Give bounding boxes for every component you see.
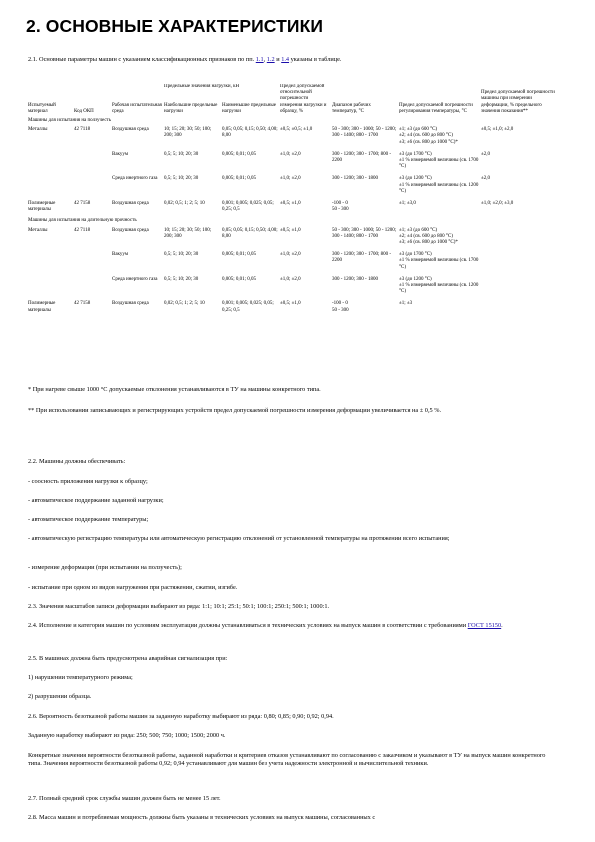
table-section-row — [28, 217, 558, 225]
paragraph-2-2: 2.2. Машины должны обеспечивать: — [28, 458, 126, 465]
cell-material: Металлы — [28, 227, 48, 233]
table-row — [28, 299, 558, 317]
header-deform-error: Предел допускаемой погрешности машины при измерении деформации, % предельного значения показания** — [481, 90, 555, 114]
header-load-error: Предел допускаемой относительной погрешности измерения нагрузки и образцу, % — [280, 84, 327, 114]
table-row — [28, 275, 558, 300]
paragraph-2-6: 2.6. Вероятность безотказной работы машин за заданную наработку выбирают из ряда: 0,80; 0,85; 0,90; 0,92; 0,94. — [28, 713, 334, 720]
cell-okp: 42 7118 — [74, 227, 91, 233]
cell-temp-error: ±1; ±3 (до 600 °С) ±2; ±4 (св. 600 до 800 °С) ±3; ±6 (св. 800 до 1000 °С)* — [399, 227, 458, 246]
cell-deform-error: ±1,0; ±2,0; ±3,0 — [481, 201, 514, 207]
paragraph-2-5: 2.5. В машинах должна быть предусмотрена аварийная сигнализация при: — [28, 655, 228, 662]
cell-medium: Вакуум — [112, 151, 129, 157]
cell-temp-range: -100 - 0 50 - 300 — [332, 201, 349, 213]
link-1-2[interactable]: 1.2 — [266, 56, 275, 63]
cell-deform-error — [481, 250, 558, 275]
paragraph-2-4 — [28, 622, 558, 630]
cell-max-load: 0,5; 5; 10; 20; 30 — [164, 176, 199, 182]
cell-temp-range: 300 - 1200; 300 - 1800 — [332, 276, 378, 282]
cell-medium: Вакуум — [112, 252, 129, 258]
table-body — [28, 117, 558, 318]
cell-max-load: 10; 15; 20; 30; 50; 100; 200; 300 — [164, 127, 212, 139]
paragraph-2-6-b: Заданную наработку выбирают из ряда: 250; 500; 750; 1000; 1500; 2000 ч. — [28, 732, 226, 739]
cell-min-load: 0,001; 0,005; 0,025; 0,05; 0,25; 0,5 — [222, 301, 274, 313]
section-title: 2. ОСНОВНЫЕ ХАРАКТЕРИСТИКИ — [26, 16, 324, 36]
header-medium: Рабочая испытательная среда — [112, 102, 162, 114]
cell-temp-error: ±3 (до 1700 °С) ±1 % измеряемой величины (св. 1700 °С) — [399, 252, 479, 270]
header-load-group: Предельные значения нагрузки, кН — [164, 84, 240, 89]
link-1-1[interactable]: 1.1 — [255, 56, 264, 63]
bullet-1: - соосность приложения нагрузки к образцу; — [28, 478, 148, 485]
cell-medium: Среда инертного газа — [112, 176, 158, 182]
table-section-title: Машины для испытания на длительную прочность — [28, 218, 137, 224]
header-min-load: Наименьшие предельные нагрузки — [222, 102, 276, 114]
cell-temp-error: ±3 (до 1700 °С) ±1 % измеряемой величины (св. 1700 °С) — [399, 151, 479, 170]
cell-load-error: ±1,0; ±2,0 — [280, 276, 301, 282]
cell-temp-range: 50 - 300; 300 - 1000; 50 - 1200; 300 - 1400; 800 - 1700 — [332, 127, 397, 139]
link-1-4[interactable]: 1.4 — [281, 56, 290, 63]
header-temp-range: Диапазон рабочих температур, °С — [332, 102, 371, 114]
table-row — [28, 150, 558, 175]
cell-okp — [74, 150, 112, 175]
p21-sep: , — [263, 56, 267, 63]
cell-temp-error: ±1; ±3,0 — [399, 201, 416, 207]
paragraph-2-8: 2.8. Масса машин и потребляемая мощность должны быть указаны в технических условиях на выпуск машины, согласованных с — [28, 814, 376, 821]
table-header-row-1 — [28, 84, 558, 96]
paragraph-2-6-c: Конкретные значения вероятности безотказной работы, заданной наработки и критериев отказов устанавливают по согласованию с заказчиком и указывают в ТУ на выпуск машин конкретного типа. Значения вероятности безотказной работы 0,92; 0,94 устанавливают для машин без учета надежности электронной и вычислительной техники. — [28, 752, 546, 767]
cell-temp-range: -100 - 0 50 - 300 — [332, 301, 349, 313]
bullet-2: - автоматическое поддержание заданной нагрузки; — [28, 497, 164, 504]
cell-min-load: 0,005; 0,01; 0,05 — [222, 276, 257, 282]
cell-material — [28, 250, 74, 275]
cell-temp-range: 300 - 1200; 300 - 1700; 800 - 2200 — [332, 151, 392, 164]
table-section-title: Машины для испытания на ползучесть — [28, 118, 112, 124]
bullet-4: - автоматическую регистрацию температуры или автоматическую регистрацию отклонений от установленной температуры на протяжении всего испытания; — [28, 535, 450, 542]
bullet-5: - измерение деформации (при испытании на ползучесть); — [28, 564, 182, 571]
cell-material: Полимерные материалы — [28, 201, 56, 213]
cell-load-error: ±0,5; ±1,0 — [280, 201, 301, 207]
cell-max-load: 0,02; 0,5; 1; 2; 5; 10 — [164, 201, 205, 207]
cell-deform-error — [481, 226, 558, 251]
header-temp-error: Предел допускаемой погрешности регулирования температуры, °С — [399, 102, 473, 114]
cell-okp: 42 7118 — [74, 127, 91, 133]
subitem-2: 2) разрушении образца. — [28, 693, 92, 700]
characteristics-table — [28, 84, 558, 318]
cell-max-load: 0,5; 5; 10; 20; 30 — [164, 252, 199, 258]
cell-material — [28, 174, 74, 199]
cell-min-load: 0,005; 0,01; 0,05 — [222, 252, 257, 258]
cell-max-load: 0,02; 0,5; 1; 2; 5; 10 — [164, 301, 205, 307]
cell-temp-error: ±1; ±3 — [399, 301, 413, 307]
cell-medium: Воздушная среда — [112, 127, 149, 133]
cell-deform-error — [481, 299, 558, 317]
header-okp: Код ОКП — [74, 108, 94, 114]
p21-text-before: 2.1. Основные параметры машин с указанием классификационных признаков по пп. — [28, 56, 256, 63]
table-row — [28, 125, 558, 150]
cell-temp-error: ±3 (до 1200 °С) ±1 % измеряемой величины (св. 1200 °С) — [399, 276, 479, 295]
cell-material — [28, 150, 74, 175]
table-section-row — [28, 117, 558, 125]
cell-load-error: ±0,5; ±1,0 — [280, 227, 301, 233]
p24-text: 2.4. Исполнение и категория машин по условиям эксплуатации должны устанавливаться в технических условиях на выпуск машин в соответствии с требованиями — [28, 622, 468, 629]
table-row — [28, 199, 558, 217]
footnote-2: ** При использовании записывающих и регистрирующих устройств предел допускаемой погрешности измерения деформации увеличивается на ± 0,5 %. — [28, 407, 442, 414]
link-gost-15150[interactable]: ГОСТ 15150 — [467, 622, 502, 629]
cell-deform-error — [481, 275, 558, 300]
cell-load-error: ±0,5; ±1,0 — [280, 301, 301, 307]
p21-text-after: указаны в таблице. — [289, 56, 342, 63]
cell-okp — [74, 174, 112, 199]
header-material: Испытуемый материал — [28, 102, 56, 114]
table-row — [28, 226, 558, 251]
table-row — [28, 174, 558, 199]
cell-medium: Среда инертного газа — [112, 276, 158, 282]
cell-temp-range: 50 - 300; 300 - 1000; 50 - 1200; 300 - 1400; 800 - 1700 — [332, 227, 397, 239]
p24-end: . — [501, 622, 503, 629]
cell-deform-error: ±0,5; ±1,0; ±2,0 — [481, 127, 514, 133]
cell-min-load: 0,001; 0,005; 0,025; 0,05; 0,25; 0,5 — [222, 201, 274, 213]
cell-load-error: ±1,0; ±2,0 — [280, 151, 301, 157]
table-row — [28, 250, 558, 275]
cell-deform-error: ±2,0 — [481, 151, 490, 157]
header-max-load: Наибольшие предельные нагрузки — [164, 102, 218, 114]
p21-and: и — [274, 56, 282, 63]
cell-okp — [74, 250, 112, 275]
cell-load-error: ±1,0; ±2,0 — [280, 176, 301, 182]
cell-load-error: ±0,5; ±0,5; ±1,0 — [280, 127, 313, 133]
bullet-3: - автоматическое поддержание температуры; — [28, 516, 149, 523]
cell-load-error: ±1,0; ±2,0 — [280, 252, 301, 258]
cell-temp-range: 300 - 1200; 300 - 1700; 800 - 2200 — [332, 252, 392, 264]
cell-material — [28, 275, 74, 300]
cell-okp: 42 7158 — [74, 301, 91, 307]
cell-medium: Воздушная среда — [112, 301, 149, 307]
cell-temp-error: ±1; ±3 (до 600 °С) ±2; ±4 (св. 600 до 800 °С) ±3; ±6 (св. 800 до 1000 °С)* — [399, 127, 458, 145]
cell-min-load: 0,05; 0,05; 0,15; 0,50; 4,00; 8,00 — [222, 127, 278, 139]
cell-min-load: 0,005; 0,01; 0,05 — [222, 176, 257, 182]
cell-deform-error: ±2,0 — [481, 176, 490, 182]
cell-temp-range: 300 - 1200; 300 - 1800 — [332, 176, 378, 182]
cell-max-load: 10; 15; 20; 30; 50; 100; 200; 300 — [164, 227, 212, 239]
bullet-6: - испытание при одном из видов нагружения при растяжении, сжатии, изгибе. — [28, 584, 238, 591]
cell-min-load: 0,005; 0,01; 0,05 — [222, 151, 257, 157]
cell-min-load: 0,05; 0,05; 0,15; 0,50; 4,00; 8,00 — [222, 227, 278, 239]
cell-medium: Воздушная среда — [112, 227, 149, 233]
paragraph-2-1 — [28, 56, 341, 64]
cell-max-load: 0,5; 5; 10; 20; 30 — [164, 276, 199, 282]
subitem-1: 1) нарушении температурного режима; — [28, 674, 133, 681]
cell-temp-error: ±3 (до 1200 °С) ±1 % измеряемой величины (св. 1200 °С) — [399, 176, 479, 194]
footnote-1: * При нагреве свыше 1000 °С допускаемые отклонения устанавливаются в ТУ на машины конкретного типа. — [28, 386, 321, 393]
cell-okp — [74, 275, 112, 300]
cell-medium: Воздушная среда — [112, 201, 149, 207]
paragraph-2-3: 2.3. Значения масштабов записи деформации выбирают из ряда: 1:1; 10:1; 25:1; 50:1; 100:1; 250:1; 500:1; 1000:1. — [28, 603, 330, 610]
cell-okp: 42 7158 — [74, 201, 91, 207]
paragraph-2-7: 2.7. Полный средний срок службы машин должен быть не менее 15 лет. — [28, 795, 221, 802]
cell-max-load: 0,5; 5; 10; 20; 30 — [164, 151, 199, 157]
cell-material: Металлы — [28, 127, 48, 133]
cell-material: Полимерные материалы — [28, 301, 56, 313]
